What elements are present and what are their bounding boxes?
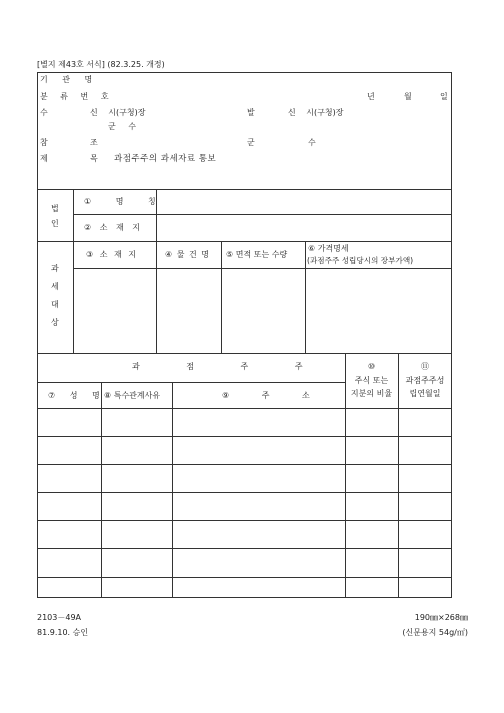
rule-tax-col4 (156, 241, 157, 353)
rule-corp-mid (73, 214, 452, 215)
sh-col10-header-2: 지분의 비율 (350, 389, 393, 398)
date-year: 년 (367, 92, 375, 101)
rule-sh-col9 (172, 382, 173, 598)
to-office: 신 시(구청)장 (90, 108, 146, 117)
to-label: 수 (40, 108, 48, 117)
tax-side-label-4: 상 (51, 318, 59, 327)
corp-address-label: ② 소 재 지 (84, 223, 140, 232)
corp-name-label: ① 명 칭 (84, 197, 156, 206)
rule-row-1 (37, 436, 452, 437)
footer-size: 190㎜×268㎜ (414, 613, 468, 622)
rule-corp-bottom (37, 241, 452, 242)
rule-row-3 (37, 492, 452, 493)
sh-col7-header: ⑦ 성 명 (48, 391, 100, 400)
to-county: 군 수 (108, 122, 136, 131)
rule-corp-top (37, 189, 452, 190)
footer-form-code: 2103－49A (37, 613, 82, 622)
from-label: 발 (247, 108, 255, 117)
form-header: [별지 제43호 서식] (82.3.25. 개정) (37, 60, 165, 69)
subject-label: 제 (40, 154, 48, 163)
sh-col9-header: ⑨ 주 소 (222, 391, 310, 400)
tax-side-label-3: 대 (51, 300, 59, 309)
rule-tax-col6 (305, 241, 306, 353)
rule-row-6 (37, 577, 452, 578)
date-month: 월 (404, 92, 412, 101)
date-day: 일 (440, 92, 448, 101)
rule-tax-header (73, 268, 452, 269)
tax-col3-header: ③ 소 재 지 (86, 250, 136, 259)
rule-tax-side (73, 241, 74, 353)
rule-row-4 (37, 520, 452, 521)
rule-row-5 (37, 548, 452, 549)
rule-tax-bottom (37, 353, 452, 354)
ref-county-2: 수 (308, 138, 316, 147)
tax-col6-header-1: ⑥ 가격명세 (308, 244, 349, 253)
rule-sh-col8 (101, 382, 102, 598)
ref-county: 군 (247, 138, 255, 147)
footer-approval: 81.9.10. 승인 (37, 628, 89, 637)
subject-text: 과점주주의 과세자료 통보 (114, 154, 217, 164)
sh-col8-header: ⑧ 특수관계사유 (104, 391, 161, 400)
footer-paper: (신문용지 54g/㎡) (402, 628, 468, 637)
subject-label-2: 목 (90, 154, 98, 163)
tax-col6-header-2: (과점주주 성립당시의 장부가액) (307, 256, 414, 265)
from-office: 신 시(구청)장 (288, 108, 344, 117)
rule-row-2 (37, 464, 452, 465)
sh-col10-header-1: 주식 또는 (354, 376, 389, 385)
ref-label-2: 조 (90, 138, 98, 147)
tax-side-label-1: 과 (51, 264, 59, 273)
tax-side-label-2: 세 (51, 282, 59, 291)
sh-col11-header-2: 립연월일 (409, 389, 441, 398)
rule-sh-header (37, 408, 452, 409)
rule-corp-labelcol (156, 189, 157, 241)
rule-sh-group (37, 382, 345, 383)
corp-side-label-2: 인 (51, 219, 59, 228)
rule-corp-side (73, 189, 74, 241)
class-no-label: 분 류 번 호 (40, 92, 114, 101)
agency-label: 기 관 명 (40, 75, 99, 84)
rule-tax-col5 (221, 241, 222, 353)
sh-group-label: 과 점 주 주 (132, 362, 325, 371)
ref-label: 참 (40, 138, 48, 147)
sh-col10-num: ⑩ (367, 362, 376, 371)
sh-col11-num: ⑪ (421, 362, 429, 371)
tax-col4-header: ④ 물 건 명 (165, 250, 209, 259)
sh-col11-header-1: 과점주주성 (405, 376, 445, 385)
corp-side-label-1: 법 (51, 204, 59, 213)
tax-col5-header: ⑤ 면적 또는 수량 (226, 250, 288, 259)
